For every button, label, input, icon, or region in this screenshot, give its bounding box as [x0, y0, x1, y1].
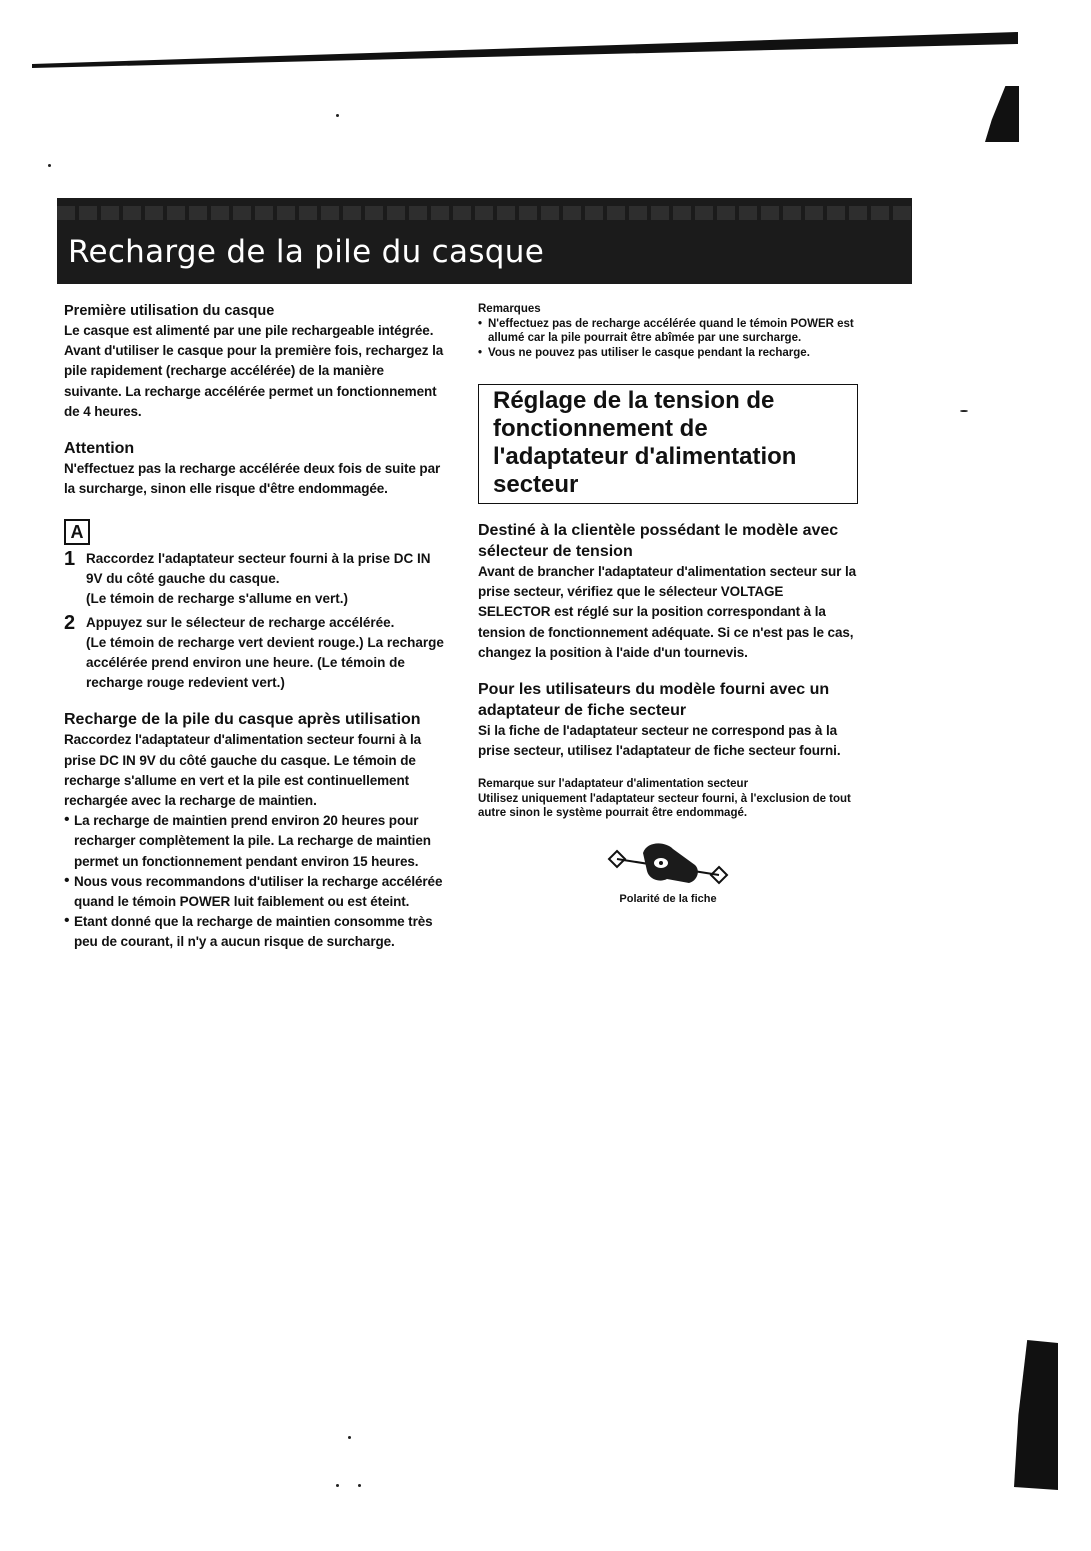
plug-polarity-icon [603, 839, 733, 891]
edge-mark-top [985, 86, 1019, 142]
scan-speck [960, 410, 968, 412]
plug-polarity-figure [478, 839, 858, 905]
plug-adaptor-heading: Pour les utilisateurs du modèle fourni avec un adaptateur de fiche secteur [478, 681, 830, 720]
list-item: • La recharge de maintien prend environ 20 heures pour recharger complètement la pile. La recharge de maintien permet un fonctionnement pendant environ 15 heures. [64, 811, 444, 872]
attention-text: N'effectuez pas la recharge accélérée deux fois de suite par la surcharge, sinon elle risque d'être endommagée. [64, 461, 441, 497]
step-note: (Le témoin de recharge vert devient rouge.) La recharge accélérée prend environ une heure. (Le témoin de recharge rouge redevient vert.) [86, 635, 444, 691]
list-item: • Etant donné que la recharge de maintien consomme très peu de courant, il n'y a aucun risque de surcharge. [64, 912, 444, 952]
left-column [64, 302, 444, 953]
step-note: (Le témoin de recharge s'allume en vert.) [86, 591, 349, 607]
step-instruction: Appuyez sur le sélecteur de recharge accélérée. [86, 615, 395, 631]
scan-speck [336, 114, 339, 117]
banner-texture [57, 206, 912, 220]
selector-model-text: Avant de brancher l'adaptateur d'alimentation secteur sur la prise secteur, vérifiez que le sélecteur VOLTAGE SELECTOR est réglé sur la position correspondant à la tension de fonctionnement adéquate. Si ce n'est pas le cas, changez la position à l'aide d'un tournevis. [478, 564, 857, 660]
step-number: 2 [64, 612, 76, 635]
step-instruction: Raccordez l'adaptateur secteur fourni à la prise DC IN 9V du côté gauche du casque. [86, 551, 431, 587]
edge-mark-bottom [1014, 1340, 1058, 1490]
adaptor-remark-heading: Remarque sur l'adaptateur d'alimentation secteur [478, 778, 749, 791]
top-rule [32, 32, 1018, 68]
adaptor-remark-text: Utilisez uniquement l'adaptateur secteur fourni, à l'exclusion de tout autre sinon le système pourrait être endommagé. [478, 792, 851, 820]
after-use-heading: Recharge de la pile du casque après utilisation [64, 711, 421, 729]
plug-caption: Polarité de la fiche [619, 892, 717, 905]
list-item: • N'effectuez pas de recharge accélérée quand le témoin POWER est allumé car la pile pourrait être abîmée par une surcharge. [478, 317, 858, 346]
list-item: • Nous vous recommandons d'utiliser la recharge accélérée quand le témoin POWER luit faiblement ou est éteint. [64, 872, 444, 912]
scan-speck [336, 1484, 339, 1487]
bullet-text: Etant donné que la recharge de maintien consomme très peu de courant, il n'y a aucun risque de surcharge. [74, 914, 433, 950]
step-1 [64, 549, 444, 609]
voltage-section-title: Réglage de la tension de fonctionnement de l'adaptateur d'alimentation secteur [493, 387, 797, 498]
bullet-text: La recharge de maintien prend environ 20 heures pour recharger complètement la pile. La recharge de maintien permet un fonctionnement pendant environ 15 heures. [74, 813, 431, 869]
bullet-text: Vous ne pouvez pas utiliser le casque pendant la recharge. [488, 346, 810, 359]
selector-model-heading: Destiné à la clientèle possédant le modèle avec sélecteur de tension [478, 522, 839, 560]
voltage-section-title-box [478, 384, 858, 504]
step-2 [64, 613, 444, 693]
figure-label-box: A [64, 519, 90, 545]
page-title: Recharge de la pile du casque [68, 234, 545, 270]
bullet-text: N'effectuez pas de recharge accélérée quand le témoin POWER est allumé car la pile pourrait être abîmée par une surcharge. [488, 317, 854, 344]
after-use-text: Raccordez l'adaptateur d'alimentation secteur fourni à la prise DC IN 9V du côté gauche du casque. Le témoin de recharge s'allume en vert et la pile est continuellement rechargée avec la recharge de maintien. [64, 732, 422, 809]
title-banner [57, 198, 912, 284]
remarks-heading: Remarques [478, 303, 541, 315]
first-use-heading: Première utilisation du casque [64, 303, 275, 319]
scan-speck [48, 164, 51, 167]
plug-adaptor-text: Si la fiche de l'adaptateur secteur ne correspond pas à la prise secteur, utilisez l'adaptateur de fiche secteur fourni. [478, 723, 841, 759]
step-number: 1 [64, 548, 76, 571]
right-column [478, 302, 858, 905]
list-item: • Vous ne pouvez pas utiliser le casque pendant la recharge. [478, 346, 858, 361]
scan-speck [358, 1484, 361, 1487]
attention-heading: Attention [64, 440, 135, 458]
bullet-text: Nous vous recommandons d'utiliser la recharge accélérée quand le témoin POWER luit faiblement ou est éteint. [74, 873, 443, 910]
scan-speck [348, 1436, 351, 1439]
first-use-text: Le casque est alimenté par une pile rechargeable intégrée. Avant d'utiliser le casque pour la première fois, rechargez la pile rapidement (recharge accélérée) de la manière suivante. La recharge accélérée permet un fonctionnement de 4 heures. [64, 323, 444, 419]
